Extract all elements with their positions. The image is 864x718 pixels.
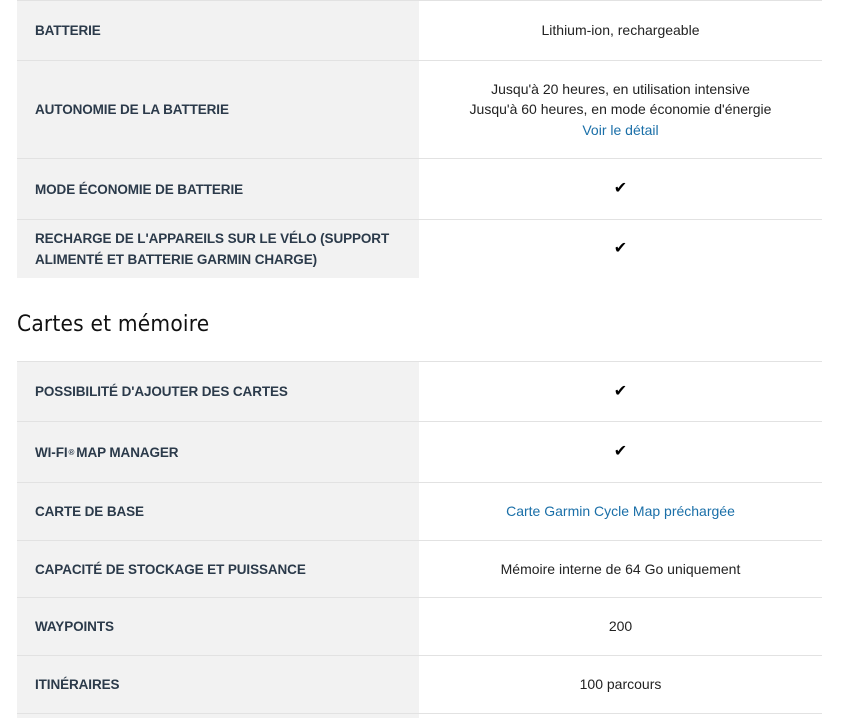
spec-row-battery xyxy=(17,0,822,60)
spec-value: 100 parcours xyxy=(579,676,662,693)
spec-value xyxy=(419,714,822,718)
spec-row-battery-life xyxy=(17,60,822,158)
spec-row-base-map xyxy=(17,482,822,540)
spec-label: WAYPOINTS xyxy=(17,598,419,655)
registered-mark: ® xyxy=(68,447,75,457)
spec-label: ITINÉRAIRES xyxy=(17,656,419,713)
spec-label: BATTERIE xyxy=(17,1,419,60)
see-details-link[interactable]: Voir le détail xyxy=(582,121,659,138)
spec-value: Mémoire interne de 64 Go uniquement xyxy=(500,560,741,577)
spec-label xyxy=(17,422,419,482)
spec-value: Lithium-ion, rechargeable xyxy=(541,22,700,39)
spec-row-storage xyxy=(17,540,822,597)
spec-value xyxy=(419,362,822,421)
spec-label: CARTE DE BASE xyxy=(17,483,419,540)
spec-value: 200 xyxy=(608,618,633,635)
spec-row-waypoints xyxy=(17,597,822,655)
spec-value xyxy=(419,422,822,482)
maps-spec-table xyxy=(17,361,822,718)
value-line: Jusqu'à 60 heures, en mode économie d'énergie xyxy=(469,101,772,118)
label-line: RECHARGE DE L'APPAREILS SUR LE VÉLO (SUPPORT xyxy=(35,231,390,246)
checkmark-icon: ✔ xyxy=(613,382,628,400)
checkmark-icon: ✔ xyxy=(613,180,628,197)
spec-row-add-maps xyxy=(17,361,822,421)
spec-row-wifi-map-manager xyxy=(17,421,822,482)
spec-label: AUTONOMIE DE LA BATTERIE xyxy=(17,61,419,158)
section-title-maps: Cartes et mémoire xyxy=(17,312,210,337)
spec-label: CAPACITÉ DE STOCKAGE ET PUISSANCE xyxy=(17,541,419,597)
label-text: WI-FI xyxy=(35,444,68,460)
spec-label xyxy=(17,220,419,278)
spec-row-battery-saver xyxy=(17,158,822,219)
spec-value xyxy=(419,220,822,278)
checkmark-icon: ✔ xyxy=(613,443,628,460)
spec-row-next xyxy=(17,713,822,718)
spec-value xyxy=(419,61,822,158)
label-line: ALIMENTÉ ET BATTERIE GARMIN CHARGE) xyxy=(35,252,317,267)
spec-label: POSSIBILITÉ D'AJOUTER DES CARTES xyxy=(17,362,419,421)
label-text: MAP MANAGER xyxy=(76,444,179,460)
spec-label: MODE ÉCONOMIE DE BATTERIE xyxy=(17,159,419,219)
checkmark-icon: ✔ xyxy=(613,240,628,257)
spec-value xyxy=(419,159,822,219)
battery-spec-table xyxy=(17,0,822,278)
spec-value xyxy=(419,483,822,540)
base-map-link[interactable]: Carte Garmin Cycle Map préchargée xyxy=(506,503,735,520)
spec-row-routes xyxy=(17,655,822,713)
value-line: Jusqu'à 20 heures, en utilisation intensive xyxy=(491,80,750,97)
spec-label xyxy=(17,714,419,718)
spec-row-bike-charging xyxy=(17,219,822,278)
